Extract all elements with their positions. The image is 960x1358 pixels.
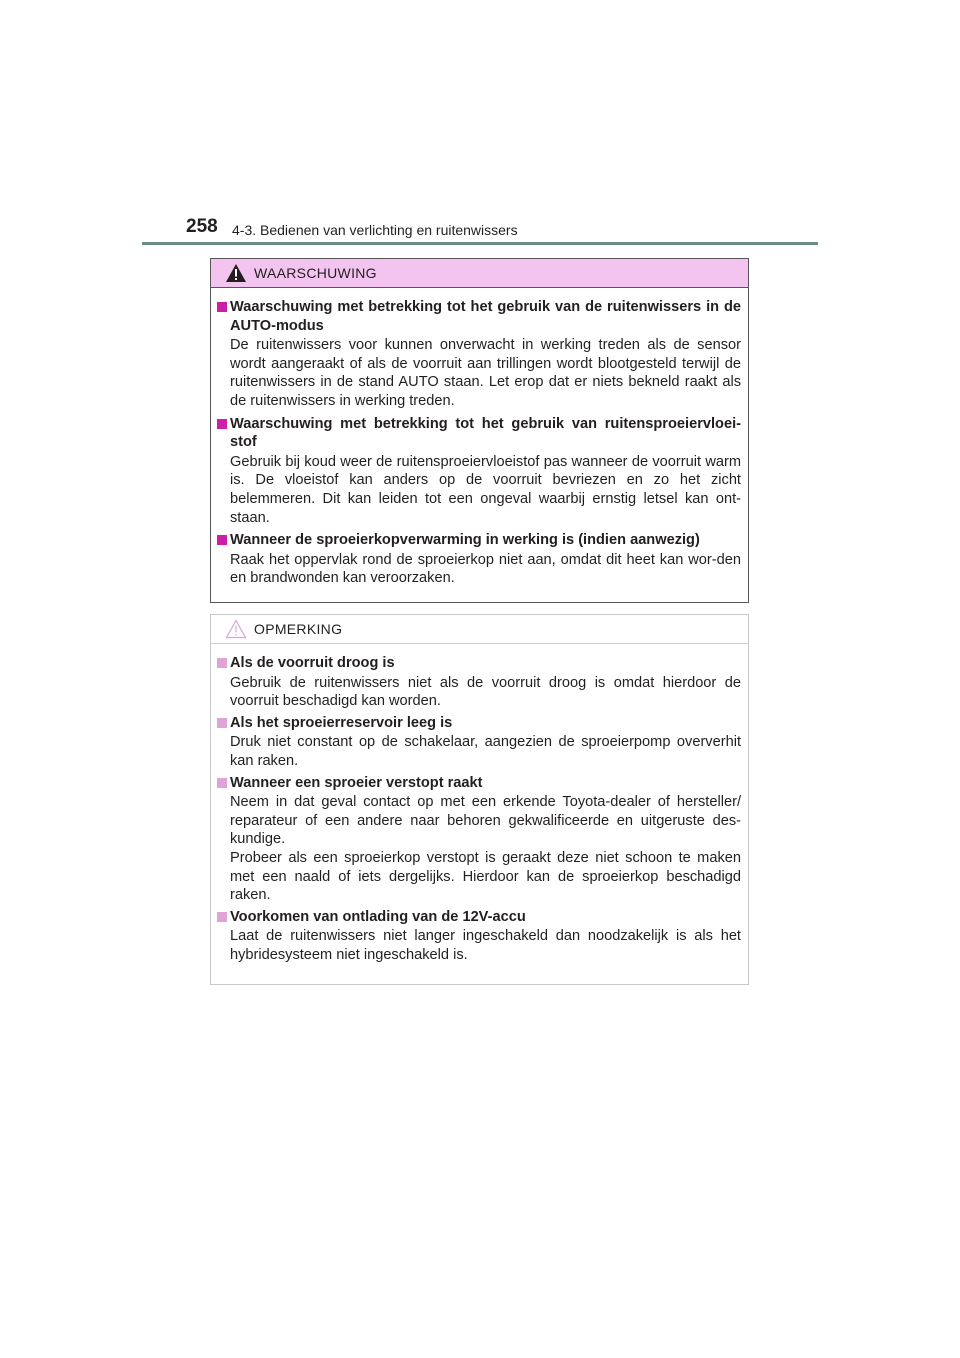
notice-item: [216, 714, 741, 771]
warning-label: WAARSCHUWING: [254, 265, 377, 281]
warning-header: [211, 259, 748, 288]
notice-item-text: Neem in dat geval contact op met een erkende Toyota-dealer of hersteller/ reparateur of een andere naar behoren gekwalificeerde en uitgeruste des-kundige. Probeer als een sproeierkop verstopt is geraakt deze niet schoon te maken met een naald of iets dergelijks. Hierdoor kan de sproeierkop beschadigd raken.: [230, 794, 741, 904]
warning-triangle-icon: [225, 263, 247, 283]
warning-item-text: Gebruik bij koud weer de ruitensproeiervloeistof pas wanneer de voorruit warm is. De vloeistof kan anders op de voorruit bevriezen en zo het zicht belemmeren. Dit kan leiden tot een ongeval waarbij ernstig letsel kan ont-staan.: [230, 453, 741, 526]
notice-item-title: Voorkomen van ontlading van de 12V-accu: [216, 908, 741, 927]
notice-box: [210, 614, 749, 985]
square-bullet-icon: [217, 419, 227, 429]
warning-item: [216, 298, 741, 411]
warning-item-title: Wanneer de sproeierkopverwarming in werking is (indien aanwezig): [216, 531, 741, 550]
notice-triangle-icon: [225, 619, 247, 639]
square-bullet-icon: [217, 778, 227, 788]
square-bullet-icon: [217, 535, 227, 545]
section-title: 4-3. Bedienen van verlichting en ruitenwissers: [232, 222, 518, 238]
page-number: 258: [186, 216, 218, 237]
header-rule: [142, 242, 818, 245]
warning-box: [210, 258, 749, 603]
square-bullet-icon: [217, 718, 227, 728]
notice-item: [216, 654, 741, 711]
notice-item-title: Als het sproeierreservoir leeg is: [216, 714, 741, 733]
warning-item: [216, 531, 741, 588]
warning-item: [216, 415, 741, 528]
warning-body: [211, 288, 748, 588]
notice-item-text: Druk niet constant op de schakelaar, aangezien de sproeierpomp oververhit kan raken.: [230, 734, 741, 769]
warning-item-title: Waarschuwing met betrekking tot het gebruik van de ruitenwissers in de AUTO-modus: [216, 298, 741, 335]
notice-item-title: Als de voorruit droog is: [216, 654, 741, 673]
notice-body: [211, 644, 748, 965]
notice-item-text: Gebruik de ruitenwissers niet als de voorruit droog is omdat hierdoor de voorruit beschadigd kan worden.: [230, 674, 741, 710]
square-bullet-icon: [217, 658, 227, 668]
notice-item: [216, 908, 741, 965]
notice-header: [211, 615, 748, 644]
notice-label: OPMERKING: [254, 621, 343, 637]
warning-item-text: Raak het oppervlak rond de sproeierkop niet aan, omdat dit heet kan wor-den en brandwonden kan veroorzaken.: [230, 551, 741, 587]
square-bullet-icon: [217, 302, 227, 312]
notice-item-title: Wanneer een sproeier verstopt raakt: [216, 774, 741, 793]
square-bullet-icon: [217, 912, 227, 922]
notice-item: [216, 774, 741, 905]
warning-item-text: De ruitenwissers voor kunnen onverwacht in werking treden als de sensor wordt aangeraakt of als de voorruit aan trillingen wordt blootgesteld terwijl de ruitenwissers in de stand AUTO staan. Let erop dat er niets bekneld raakt als de ruitenwissers in werking treden.: [230, 337, 741, 409]
warning-item-title: Waarschuwing met betrekking tot het gebruik van ruitensproeiervloei-stof: [216, 415, 741, 452]
notice-item-text: Laat de ruitenwissers niet langer ingeschakeld dan noodzakelijk is als het hybridesysteem niet ingeschakeld is.: [230, 928, 741, 963]
